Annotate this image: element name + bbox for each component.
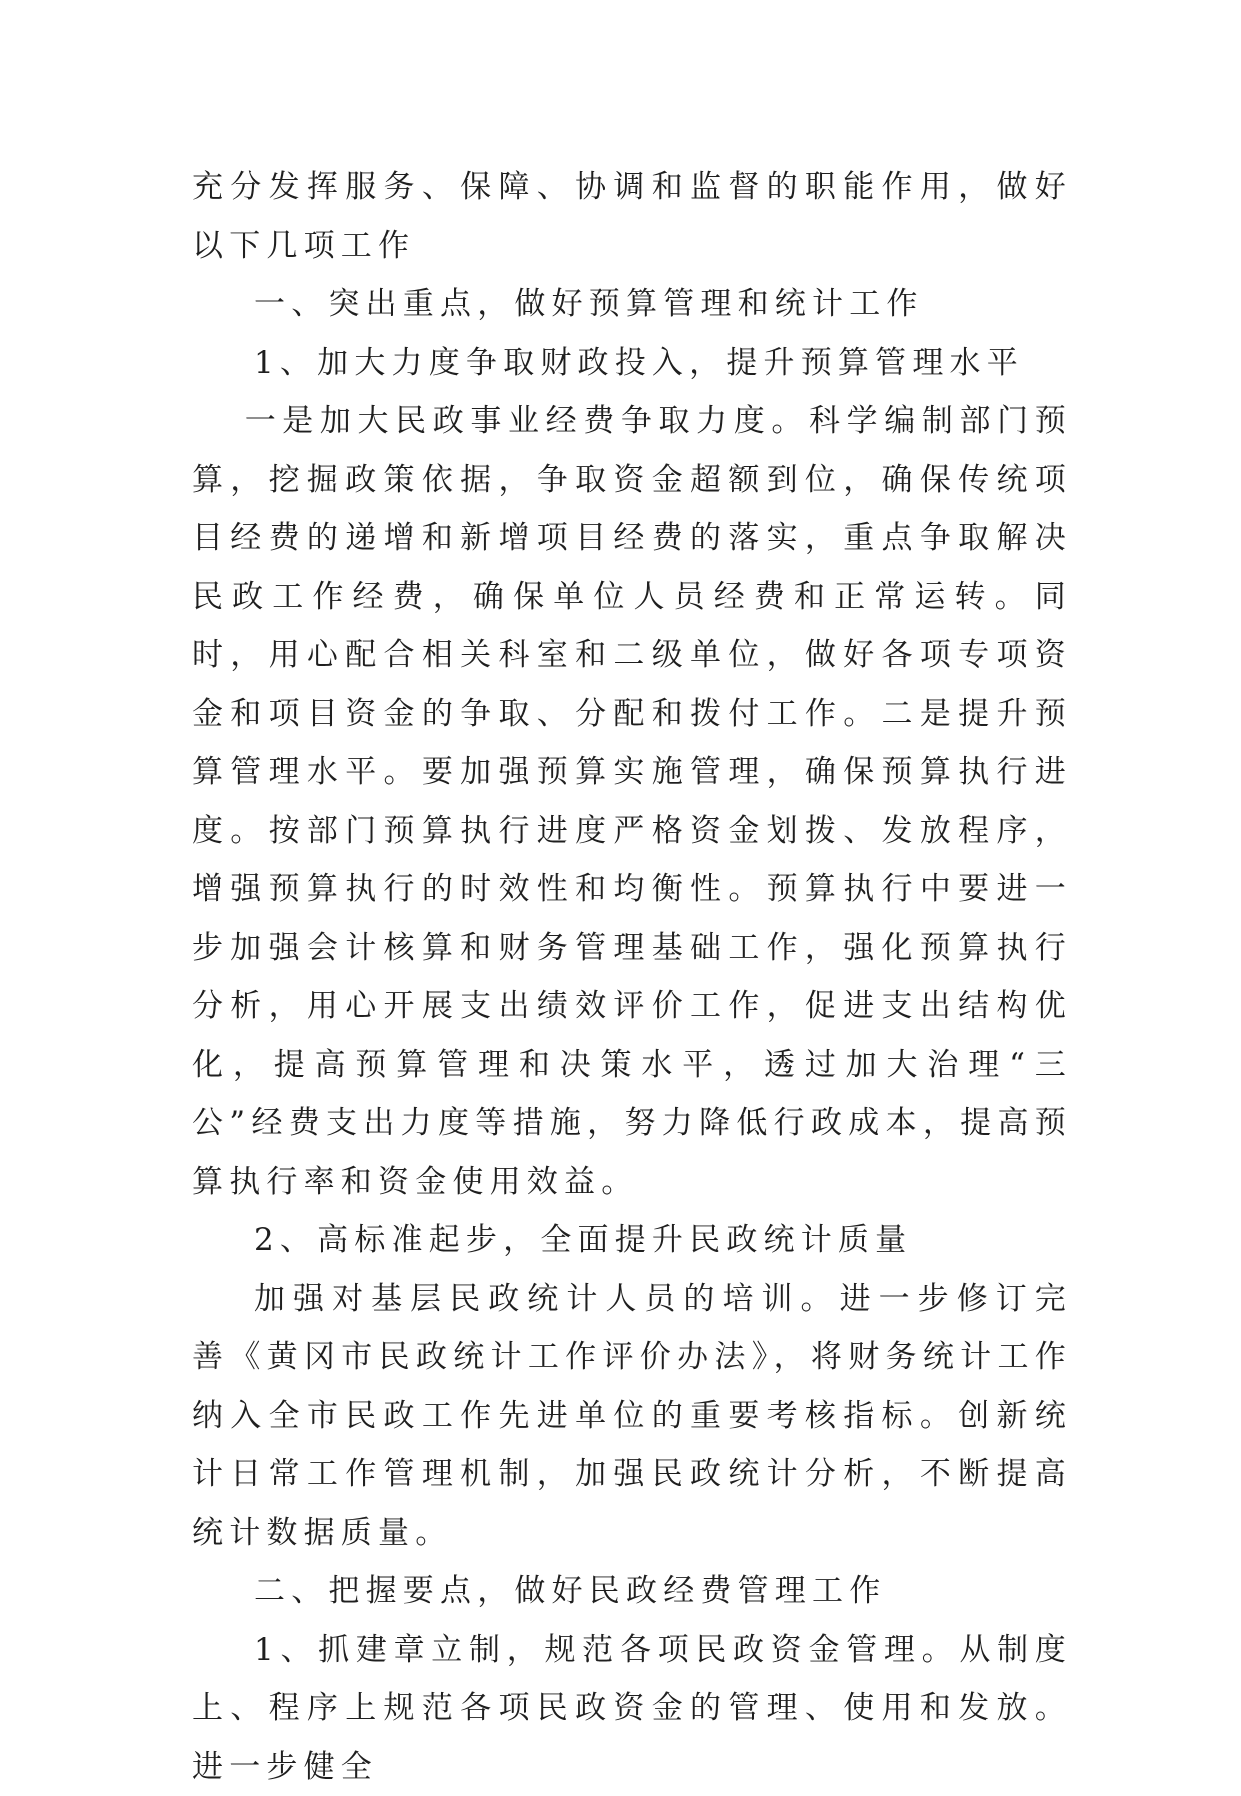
paragraph-intro: 充分发挥服务、保障、协调和监督的职能作用，做好以下几项工作 xyxy=(192,158,1072,275)
heading-subsection-1-1: 1、加大力度争取财政投入，提升预算管理水平 xyxy=(192,334,1072,393)
paragraph-budget: 一是加大民政事业经费争取力度。科学编制部门预算，挖掘政策依据，争取资金超额到位，确保传统项目经费的递增和新增项目经费的落实，重点争取解决民政工作经费，确保单位人员经费和正常运转。同时，用心配合相关科室和二级单位，做好各项专项资金和项目资金的争取、分配和拨付工作。二是提升预算管理水平。要加强预算实施管理，确保预算执行进度。按部门预算执行进度严格资金划拨、发放程序，增强预算执行的时效性和均衡性。预算执行中要进一步加强会计核算和财务管理基础工作，强化预算执行分析，用心开展支出绩效评价工作，促进支出结构优化，提高预算管理和决策水平，透过加大治理“三公”经费支出力度等措施，努力降低行政成本，提高预算执行率和资金使用效益。 xyxy=(192,392,1072,1211)
document-page xyxy=(192,158,1072,1796)
heading-section-1: 一、突出重点，做好预算管理和统计工作 xyxy=(192,275,1072,334)
paragraph-regulations: 1、抓建章立制，规范各项民政资金管理。从制度上、程序上规范各项民政资金的管理、使用和发放。进一步健全 xyxy=(192,1621,1072,1796)
heading-section-2: 二、把握要点，做好民政经费管理工作 xyxy=(192,1562,1072,1621)
heading-subsection-1-2: 2、高标准起步，全面提升民政统计质量 xyxy=(192,1211,1072,1270)
paragraph-statistics: 加强对基层民政统计人员的培训。进一步修订完善《黄冈市民政统计工作评价办法》，将财务统计工作纳入全市民政工作先进单位的重要考核指标。创新统计日常工作管理机制，加强民政统计分析，不断提高统计数据质量。 xyxy=(192,1270,1072,1563)
